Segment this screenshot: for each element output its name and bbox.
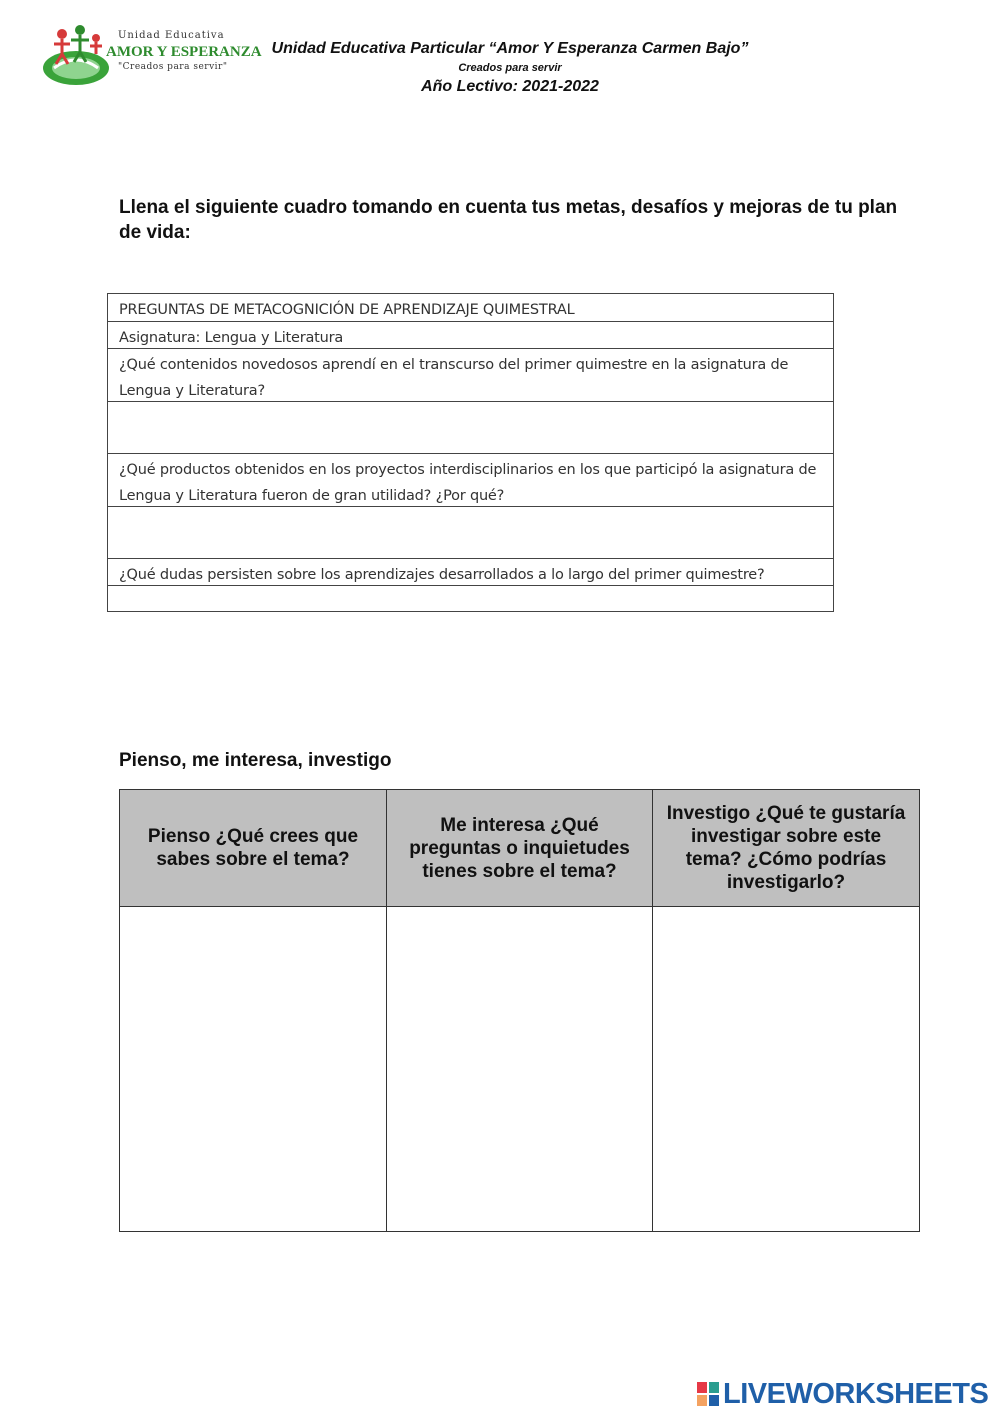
instruction-text: Llena el siguiente cuadro tomando en cuenta tus metas, desafíos y mejoras de tu plan de vida: — [119, 197, 898, 243]
me-interesa-header-text: Me interesa ¿Qué preguntas o inquietudes tienes sobre el tema? — [409, 814, 630, 882]
metacognition-table — [107, 293, 834, 612]
meta-question-1: ¿Qué contenidos novedosos aprendí en el transcurso del primer quimestre en la asignatura de Lengua y Literatura? — [108, 348, 833, 401]
me-interesa-header — [387, 790, 653, 907]
logo-line-3: "Creados para servir" — [118, 62, 228, 72]
meta-question-2: ¿Qué productos obtenidos en los proyectos interdisciplinarios en los que participó la asignatura de Lengua y Literatura fueron de gran utilidad? ¿Por qué? — [108, 453, 833, 506]
me-interesa-answer-cell[interactable] — [387, 907, 653, 1231]
school-logo — [40, 22, 262, 88]
investigo-answer-cell[interactable] — [653, 907, 919, 1231]
meta-answer-3[interactable] — [108, 585, 833, 611]
investigo-header — [653, 790, 919, 907]
logo-emblem-icon — [40, 22, 112, 88]
pienso-answer-cell[interactable] — [120, 907, 387, 1231]
meta-title-row: PREGUNTAS DE METACOGNICIÓN DE APRENDIZAJE QUIMESTRAL — [119, 302, 575, 318]
meta-answer-2[interactable] — [108, 506, 833, 558]
meta-subject-row: Asignatura: Lengua y Literatura — [108, 321, 833, 348]
section-title: Pienso, me interesa, investigo — [119, 750, 392, 771]
liveworksheets-logo-icon — [697, 1382, 719, 1406]
school-motto: Creados para servir — [458, 62, 562, 74]
school-year: Año Lectivo: 2021-2022 — [421, 78, 599, 95]
logo-line-1: Unidad Educativa — [118, 30, 225, 41]
brand-text: LIVEWORKSHEETS — [723, 1377, 989, 1410]
liveworksheets-brand — [697, 1379, 988, 1409]
meta-answer-1[interactable] — [108, 401, 833, 453]
logo-line-2: AMOR Y ESPERANZA — [106, 44, 262, 60]
investigo-header-text: Investigo ¿Qué te gustaría investigar sobre este tema? ¿Cómo podrías investigarlo? — [666, 803, 906, 893]
pienso-table — [119, 789, 920, 1232]
pienso-header — [120, 790, 387, 907]
meta-question-3: ¿Qué dudas persisten sobre los aprendizajes desarrollados a lo largo del primer quimestre? — [108, 558, 833, 585]
school-title: Unidad Educativa Particular “Amor Y Esperanza Carmen Bajo” — [271, 40, 749, 57]
pienso-header-text: Pienso ¿Qué crees que sabes sobre el tema? — [147, 826, 359, 870]
